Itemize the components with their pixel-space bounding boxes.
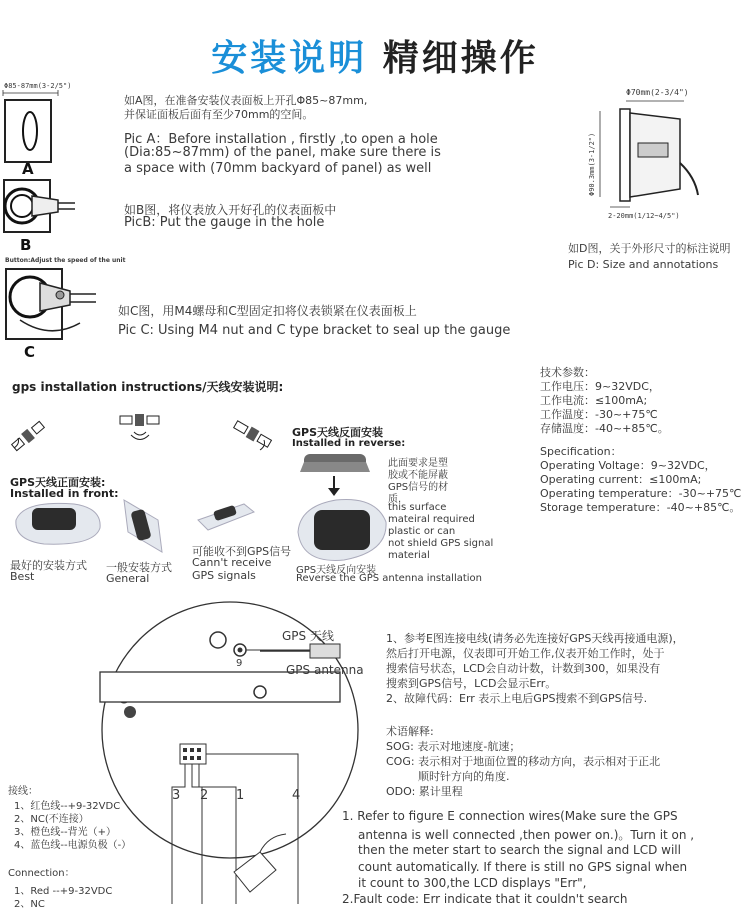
title-part2: 精细操作 <box>382 38 539 79</box>
specs-cn-4: 存储温度：-40~+85℃。 <box>540 422 669 435</box>
gps-front-cn: GPS天线正面安装: <box>10 476 106 489</box>
gps-best-en: Best <box>10 570 35 583</box>
gps-nosignal-en-1: Cann't receive <box>192 556 272 569</box>
gps-reverse-caption-cn: GPS天线反向安装 <box>296 565 377 576</box>
instr-en-3: then the meter start to search the signal and LCD will <box>358 843 681 857</box>
pic-a-en-3: a space with (70mm backyard of panel) as well <box>124 161 432 176</box>
specs-cn-3: 工作温度：-30~+75℃ <box>540 408 658 421</box>
term-cog-2: 顺时针方向的角度. <box>418 770 510 783</box>
wiring-en-2: 2、NC <box>14 899 45 910</box>
satellite-icon <box>120 412 160 444</box>
pic-a-dimension: Φ85-87mm(3-2/5") <box>4 82 72 90</box>
pic-d-dim-top: Φ70mm(2-3/4") <box>626 88 689 97</box>
wiring-gps-cn: GPS 天线 <box>282 629 334 643</box>
specs-en-3: Operating temperature：-30~+75℃ <box>540 487 742 500</box>
gps-front-en: Installed in front: <box>10 487 119 500</box>
wiring-cn-2: 2、NC(不连接） <box>14 814 89 825</box>
instr-en-4: count automatically. If there is still no GPS signal when <box>358 860 688 874</box>
terms-title: 术语解释: <box>386 725 434 738</box>
wiring-en-1: 1、Red --+9-32VDC <box>14 886 113 897</box>
wiring-cn-3: 3、橙色线--背光（+） <box>14 827 116 838</box>
pic-d-en: Pic D: Size and annotations <box>568 258 719 271</box>
pic-a-diagram <box>0 90 70 165</box>
wiring-pin-3: 3 <box>172 788 181 803</box>
gps-note-cn-4: 质. <box>388 494 402 505</box>
gps-reverse-en: Installed in reverse: <box>292 438 406 449</box>
specs-en-title: Specification： <box>540 445 622 458</box>
pic-c-diagram <box>0 265 100 345</box>
instr-en-2: antenna is well connected ,then power on.)。Turn it on , <box>358 828 695 842</box>
wiring-pin-2: 2 <box>200 788 209 803</box>
wiring-pin-1: 1 <box>236 788 245 803</box>
gps-heading: gps installation instructions/天线安装说明: <box>12 380 284 394</box>
instr-en-6: 2.Fault code: Err indicate that it couldn't search <box>342 892 628 906</box>
pic-c-cn: 如C图，用M4螺母和C型固定扣将仪表锁紧在仪表面板上 <box>118 304 417 318</box>
gps-note-en-1: this surface <box>388 502 447 513</box>
term-cog-1: COG: 表示相对于地面位置的移动方向，表示相对于正北 <box>386 755 661 768</box>
specs-cn-1: 工作电压：9~32VDC， <box>540 380 660 393</box>
gps-note-cn-3: GPS信号的材 <box>388 482 449 493</box>
page-title <box>0 30 750 81</box>
specs-en-4: Storage temperature：-40~+85℃。 <box>540 501 741 514</box>
instr-cn-3: 搜索信号状态，LCD会自动计数，计数到300，如果没有 <box>386 662 661 675</box>
satellite-icon <box>10 420 46 452</box>
gps-best-cn: 最好的安装方式 <box>10 559 87 572</box>
instr-en-5: it count to 300,the LCD displays "Err", <box>358 876 587 890</box>
wiring-cn-title: 接线： <box>8 786 38 797</box>
pic-a-en-2: (Dia:85~87mm) of the panel, make sure there is <box>124 145 441 160</box>
gps-nosignal-cn: 可能收不到GPS信号 <box>192 545 292 558</box>
antenna-best-diagram <box>14 498 104 548</box>
wiring-cn-1: 1、红色线--+9-32VDC <box>14 801 121 812</box>
pic-c-en: Pic C: Using M4 nut and C type bracket to seal up the gauge <box>118 323 511 338</box>
specs-cn-title: 技术参数： <box>540 366 595 379</box>
gps-general-cn: 一般安装方式 <box>106 561 172 574</box>
specs-en-2: Operating current：≤100mA; <box>540 473 702 486</box>
pic-a-cn-1: 如A图，在准备安装仪表面板上开孔Φ85~87mm, <box>124 94 368 107</box>
wiring-pin-label: 9 <box>236 658 243 669</box>
wiring-pin-4: 4 <box>292 788 301 803</box>
specs-en-1: Operating Voltage：9~32VDC， <box>540 459 716 472</box>
gps-general-en: General <box>106 572 150 585</box>
instr-cn-1: 1、参考E图连接电线(请务必先连接好GPS天线再接通电源)， <box>386 632 684 645</box>
pic-c-letter: C <box>24 343 36 361</box>
wiring-gps-en: GPS antenna <box>286 663 364 677</box>
instr-cn-2: 然后打开电源，仪表即可开始工作,仪表开始工作时，处于 <box>386 647 665 660</box>
instr-cn-4: 搜索到GPS信号，LCD会显示Err。 <box>386 677 557 690</box>
pic-d-dim-bottom: 2-20mm(1/12~4/5") <box>608 212 680 220</box>
gps-note-en-3: plastic or can <box>388 526 456 537</box>
wiring-cn-4: 4、蓝色线--电源负极（-） <box>14 840 132 851</box>
pic-b-cn: 如B图，将仪表放入开好孔的仪表面板中 <box>124 203 337 217</box>
pic-a-letter: A <box>22 160 34 178</box>
instr-cn-5: 2、故障代码：Err 表示上电后GPS搜索不到GPS信号. <box>386 692 648 705</box>
gps-note-en-4: not shield GPS signal <box>388 538 494 549</box>
pic-d-dim-side: Φ90.3mm(3-1/2") <box>588 132 596 196</box>
gps-note-cn-1: 此面要求是塑 <box>388 458 448 469</box>
pic-a-cn-2: 并保证面板后面有至少70mm的空间。 <box>124 108 314 121</box>
term-sog: SOG: 表示对地速度-航速； <box>386 740 521 753</box>
gps-note-en-5: material <box>388 550 430 561</box>
pic-d-diagram <box>580 97 700 217</box>
specs-cn-2: 工作电流：≤100mA; <box>540 394 648 407</box>
pic-b-en: PicB: Put the gauge in the hole <box>124 215 325 230</box>
pic-a-en-1: Pic A：Before installation , firstly ,to open a hole <box>124 132 438 147</box>
pic-b-diagram <box>0 176 80 238</box>
gps-reverse-cn: GPS天线反面安装 <box>292 426 384 439</box>
wiring-en-title: Connection： <box>8 868 75 879</box>
antenna-nosignal-diagram <box>196 500 256 534</box>
gps-reverse-caption-en: Reverse the GPS antenna installation <box>296 573 483 584</box>
satellite-icon <box>232 420 272 452</box>
gps-note-en-2: mateiral required <box>388 514 475 525</box>
antenna-reverse-diagram <box>296 448 388 568</box>
gps-note-cn-2: 胶或不能屏蔽 <box>388 470 448 481</box>
title-part1: 安装说明 <box>211 38 368 79</box>
pic-d-cn: 如D图，关于外形尺寸的标注说明 <box>568 242 731 255</box>
antenna-general-diagram <box>118 496 178 554</box>
gps-nosignal-en-2: GPS signals <box>192 569 256 582</box>
term-odo: ODO: 累计里程 <box>386 785 463 798</box>
pic-b-letter: B <box>20 236 32 254</box>
instr-en-1: 1. Refer to figure E connection wires(Make sure the GPS <box>342 809 678 823</box>
pic-c-button-label: Button:Adjust the speed of the unit <box>5 257 126 264</box>
